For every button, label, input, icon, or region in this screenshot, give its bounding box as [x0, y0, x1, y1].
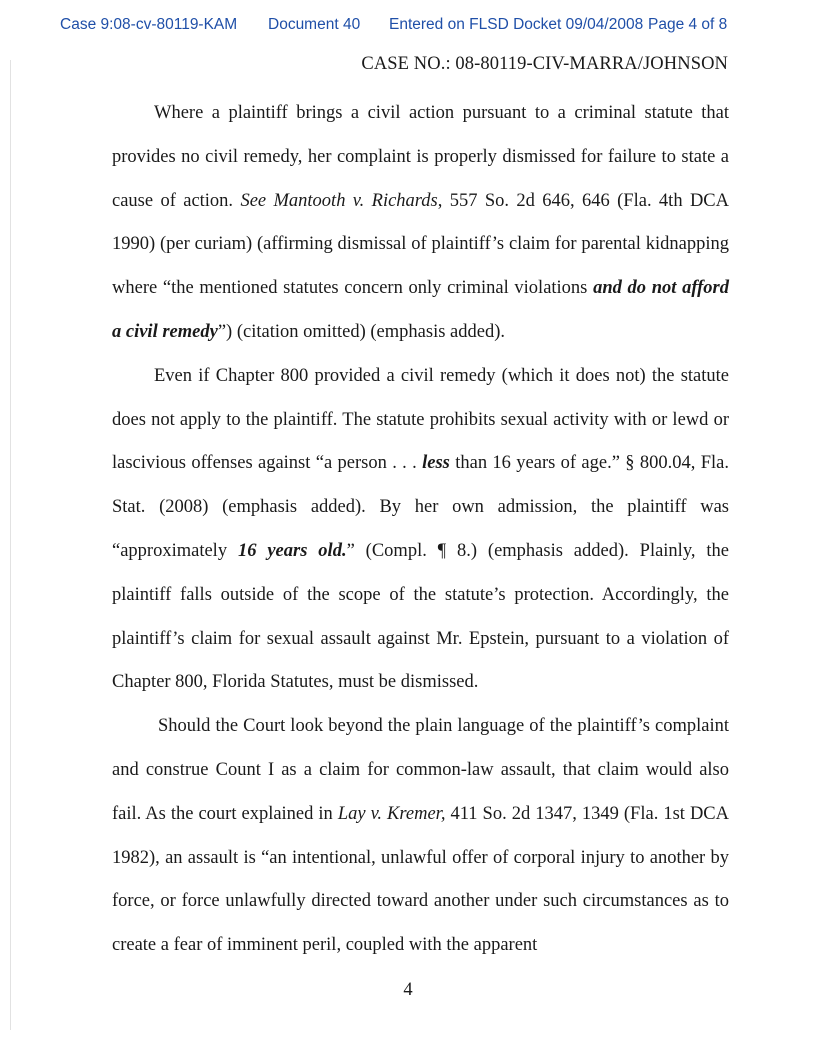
paragraph-3	[112, 705, 729, 968]
document-body	[112, 92, 729, 968]
paragraph-2	[112, 355, 729, 705]
p3-text-1: Should the Court look beyond the plain language of the plaintiff’s complaint and construe Count I as a claim for common-law assault, that claim would also fail. As the court explained in	[112, 716, 729, 824]
stamp-case-number: Case 9:08-cv-80119-KAM	[60, 16, 238, 33]
p1-cite-signal: See	[240, 190, 267, 211]
p2-text-1: Even if Chapter 800 provided a civil remedy (which it does not) the statute does not apply to the plaintiff. The statute prohibits sexual activity with or lewd or lascivious offenses against “a person . . .	[112, 365, 729, 474]
page-number: 4	[403, 980, 413, 1000]
p2-text-2: than 16 years of age.” § 800.04, Fla. Stat. (2008) (emphasis added). By her own admission, the plaintiff was “approximately	[112, 453, 729, 561]
case-number-heading: CASE NO.: 08-80119-CIV-MARRA/JOHNSON	[361, 54, 728, 74]
p1-text-2	[266, 191, 273, 211]
p3-text-2: 411 So. 2d 1347, 1349 (Fla. 1st DCA 1982), an assault is “an intentional, unlawful offer of corporal injury to another by force, or force unlawfully directed toward another under such circumstances as to create a fear of imminent peril, coupled with the apparent	[112, 803, 729, 956]
p1-text-1: Where a plaintiff brings a civil action pursuant to a criminal statute that provides no civil remedy, her complaint is properly dismissed for failure to state a cause of action.	[112, 103, 729, 211]
p2-text-3: ” (Compl. ¶ 8.) (emphasis added). Plainly, the plaintiff falls outside of the scope of the statute’s protection. Accordingly, the plaintiff’s claim for sexual assault against Mr. Epstein, pursuant to a violation of Chapter 800, Florida Statutes, must be dismissed.	[112, 540, 729, 693]
stamp-page-count: Page 4 of 8	[648, 16, 728, 33]
p1-text-4: ”) (citation omitted) (emphasis added).	[217, 321, 505, 342]
scan-edge-line	[10, 60, 11, 1030]
p1-case-name: Mantooth v. Richards	[273, 190, 438, 211]
p2-emphasis-less: less	[422, 453, 450, 474]
stamp-document-number: Document 40	[268, 16, 361, 33]
p3-case-name: Lay v. Kremer,	[337, 803, 446, 824]
p1-emphasis: and do not afford a civil remedy	[112, 278, 729, 342]
paragraph-1	[112, 92, 729, 355]
p2-emphasis-age: 16 years old.	[237, 540, 347, 561]
stamp-entered-date: Entered on FLSD Docket 09/04/2008	[389, 16, 644, 33]
p1-text-3: , 557 So. 2d 646, 646 (Fla. 4th DCA 1990) (per curiam) (affirming dismissal of plaintiff’s claim for parental kidnapping where “the mentioned statutes concern only criminal violations	[112, 190, 730, 299]
